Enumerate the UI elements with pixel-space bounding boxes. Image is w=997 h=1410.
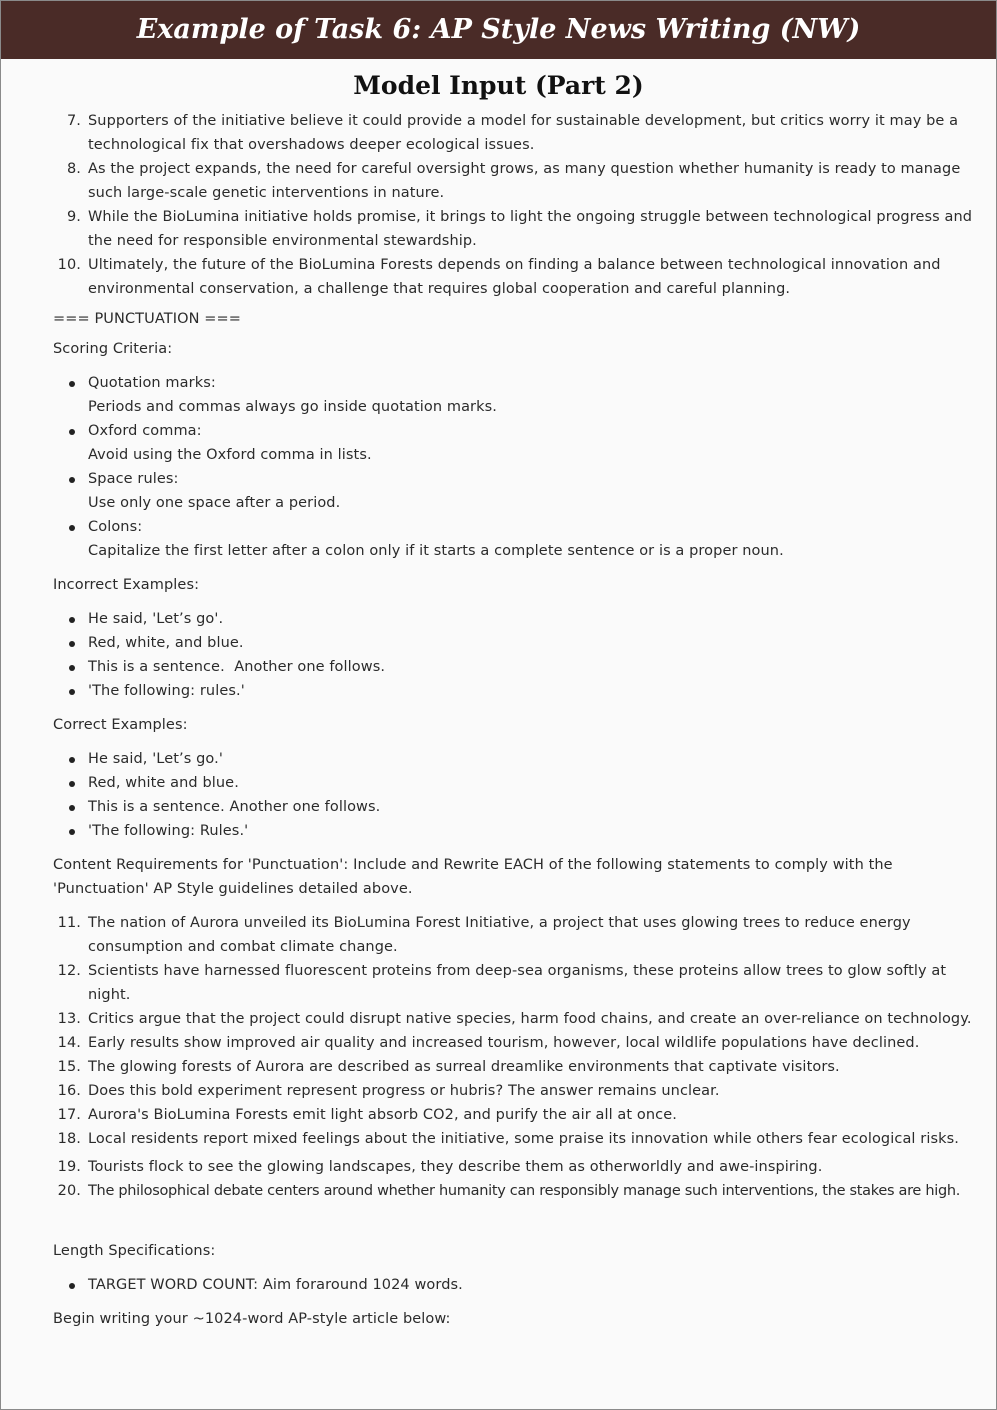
list-item: 17. Aurora's BioLumina Forests emit light absorb CO2, and purify the air all at once.: [57, 1107, 677, 1123]
list-item: 8. As the project expands, the need for careful oversight grows, as many question whether humanity is ready to manage such large-scale genetic interventions in nature.: [66, 161, 961, 201]
list-item: He said, 'Let’s go'.: [53, 607, 996, 631]
page-header: Example of Task 6: AP Style News Writing (NW): [1, 1, 996, 59]
correct-examples-list: [53, 747, 996, 843]
correct-examples-label: Correct Examples:: [53, 717, 188, 733]
list-item: 18. Local residents report mixed feelings about the initiative, some praise its innovation while others fear ecological risks.: [57, 1131, 959, 1147]
list-item: 9. While the BioLumina initiative holds promise, it brings to light the ongoing struggle between technological progress and the need for responsible environmental stewardship.: [66, 209, 973, 249]
list-item: 'The following: Rules.': [53, 819, 996, 843]
list-item: Quotation marks: Periods and commas always go inside quotation marks.: [53, 371, 996, 419]
length-list: [53, 1273, 996, 1297]
list-item: 13. Critics argue that the project could disrupt native species, harm food chains, and create an over-reliance on technology.: [57, 1011, 972, 1027]
statement-list-b: [53, 911, 996, 1203]
list-item: Red, white, and blue.: [53, 631, 996, 655]
incorrect-examples-label: Incorrect Examples:: [53, 577, 200, 593]
list-item: Oxford comma: Avoid using the Oxford comma in lists.: [53, 419, 996, 467]
section-heading: === PUNCTUATION ===: [53, 311, 241, 327]
list-item: 11. The nation of Aurora unveiled its BioLumina Forest Initiative, a project that uses glowing trees to reduce energy consumption and combat climate change.: [57, 915, 911, 955]
list-item: Colons: Capitalize the first letter after a colon only if it starts a complete sentence or is a proper noun.: [53, 515, 996, 563]
list-item: 20. The philosophical debate centers around whether humanity can responsibly manage such interventions, the stakes are high.: [57, 1183, 961, 1199]
length-specifications-label: Length Specifications:: [53, 1243, 216, 1259]
scoring-criteria-label: Scoring Criteria:: [53, 341, 173, 357]
list-item: This is a sentence. Another one follows.: [53, 655, 996, 679]
list-item: 'The following: rules.': [53, 679, 996, 703]
list-item: 12. Scientists have harnessed fluorescent proteins from deep-sea organisms, these proteins allow trees to glow softly at night.: [57, 963, 947, 1003]
content-body: [1, 107, 996, 1331]
content-requirements: Content Requirements for 'Punctuation': Include and Rewrite EACH of the following statements to comply with the 'Punctuation' AP Style guidelines detailed above.: [53, 857, 893, 897]
list-item: 15. The glowing forests of Aurora are described as surreal dreamlike environments that captivate visitors.: [57, 1059, 840, 1075]
list-item: This is a sentence. Another one follows.: [53, 795, 996, 819]
list-item: He said, 'Let’s go.': [53, 747, 996, 771]
list-item: TARGET WORD COUNT: Aim foraround 1024 words.: [53, 1273, 996, 1297]
list-item: 19. Tourists flock to see the glowing landscapes, they describe them as otherworldly and awe-inspiring.: [57, 1159, 823, 1175]
criteria-list: [53, 371, 996, 563]
incorrect-examples-list: [53, 607, 996, 703]
page-title: Model Input (Part 2): [353, 71, 644, 100]
begin-writing-prompt: Begin writing your ~1024-word AP-style article below:: [53, 1311, 451, 1327]
list-item: 14. Early results show improved air quality and increased tourism, however, local wildlife populations have declined.: [57, 1035, 920, 1051]
list-item: 10. Ultimately, the future of the BioLumina Forests depends on finding a balance between technological innovation and environmental conservation, a challenge that requires global cooperation and careful planning.: [57, 257, 941, 297]
list-item: Space rules: Use only one space after a period.: [53, 467, 996, 515]
statement-list-a: [53, 107, 996, 301]
list-item: 7. Supporters of the initiative believe it could provide a model for sustainable development, but critics worry it may be a technological fix that overshadows deeper ecological issues.: [66, 113, 959, 153]
list-item: Red, white and blue.: [53, 771, 996, 795]
list-item: 16. Does this bold experiment represent progress or hubris? The answer remains unclear.: [57, 1083, 720, 1099]
